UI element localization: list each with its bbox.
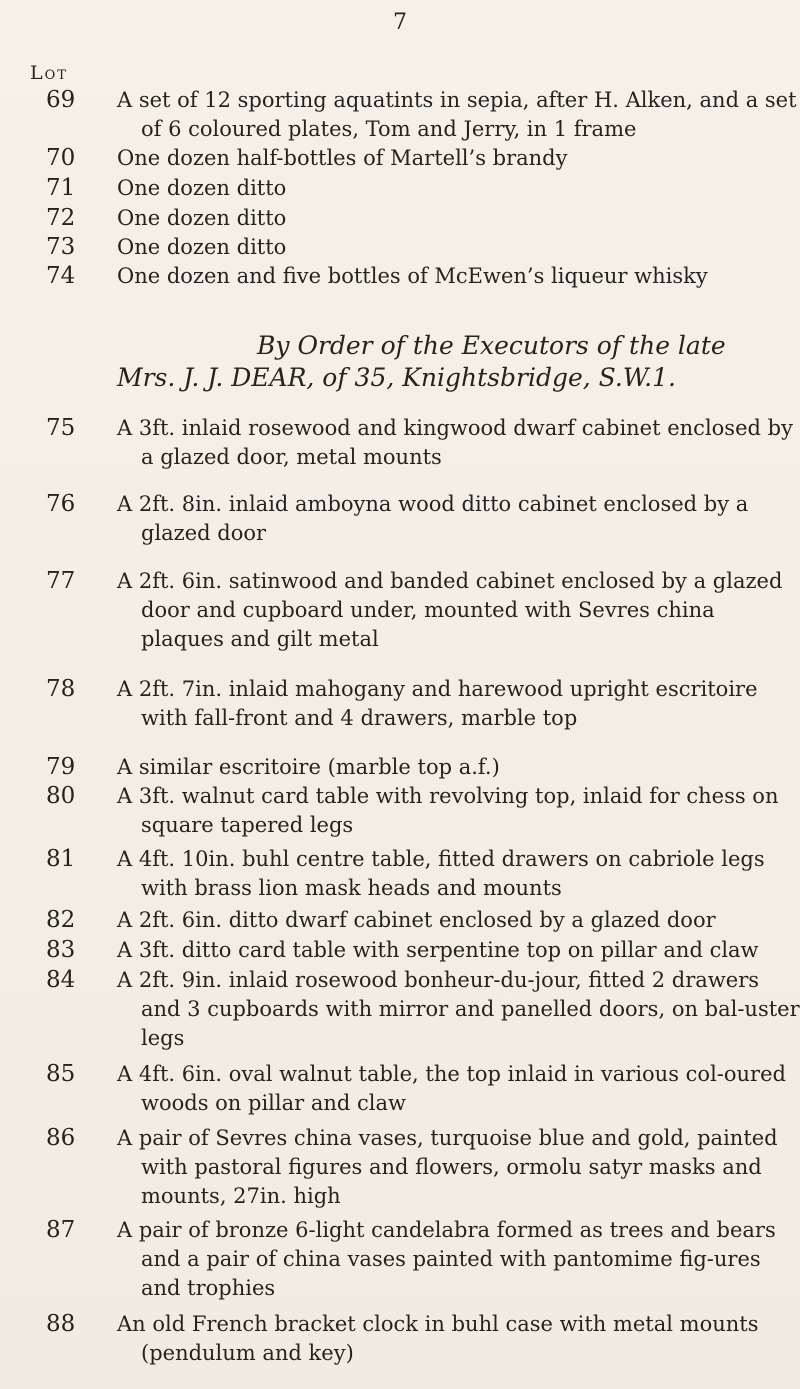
lot-number: 70 bbox=[46, 145, 76, 171]
lot-number: 78 bbox=[46, 676, 76, 702]
executors-heading-line-1: By Order of the Executors of the late bbox=[257, 331, 726, 360]
lot-description: A 2ft. 6in. ditto dwarf cabinet enclosed by a glazed door bbox=[117, 908, 716, 932]
lot-number: 79 bbox=[46, 754, 76, 780]
lot-description: A 3ft. walnut card table with revolving top, inlaid for chess on square tapered legs bbox=[117, 784, 779, 837]
lot-number: 72 bbox=[46, 205, 76, 231]
lot-description: One dozen half-bottles of Martell’s brandy bbox=[117, 146, 568, 170]
lot-number: 76 bbox=[46, 491, 76, 517]
lot-description: A 4ft. 6in. oval walnut table, the top inlaid in various col-oured woods on pillar and claw bbox=[117, 1062, 786, 1115]
lot-description: A 4ft. 10in. buhl centre table, fitted drawers on cabriole legs with brass lion mask heads and mounts bbox=[117, 847, 765, 900]
lot-number: 73 bbox=[46, 234, 76, 260]
lot-number: 80 bbox=[46, 783, 76, 809]
lot-description: One dozen ditto bbox=[117, 176, 287, 200]
lot-description: A 2ft. 7in. inlaid mahogany and harewood upright escritoire with fall-front and 4 drawers, marble top bbox=[117, 677, 758, 730]
lot-description: A 2ft. 8in. inlaid amboyna wood ditto cabinet enclosed by a glazed door bbox=[117, 492, 749, 545]
lot-number: 81 bbox=[46, 846, 76, 872]
lot-number: 71 bbox=[46, 175, 76, 201]
lot-description: One dozen ditto bbox=[117, 235, 287, 259]
lot-description: One dozen and five bottles of McEwen’s liqueur whisky bbox=[117, 264, 708, 288]
executors-heading bbox=[117, 330, 777, 394]
lot-description: A 2ft. 6in. satinwood and banded cabinet enclosed by a glazed door and cupboard under, mounted with Sevres china plaques and gilt metal bbox=[117, 569, 783, 651]
lot-description: A 3ft. ditto card table with serpentine top on pillar and claw bbox=[117, 938, 759, 962]
lot-description: One dozen ditto bbox=[117, 206, 287, 230]
lot-description: A pair of bronze 6-light candelabra formed as trees and bears and a pair of china vases painted with pantomime fig-ures and trophies bbox=[117, 1218, 776, 1300]
lot-description: A set of 12 sporting aquatints in sepia, after H. Alken, and a set of 6 coloured plates, Tom and Jerry, in 1 frame bbox=[117, 88, 797, 141]
lot-number: 69 bbox=[46, 87, 76, 113]
lot-description: A pair of Sevres china vases, turquoise blue and gold, painted with pastoral figures and flowers, ormolu satyr masks and mounts, 27in. high bbox=[117, 1126, 778, 1208]
lot-number: 87 bbox=[46, 1217, 76, 1243]
executors-heading-line-2: Mrs. J. J. DEAR, of 35, Knightsbridge, S.W.1. bbox=[117, 363, 676, 392]
lot-number: 88 bbox=[46, 1311, 76, 1337]
lot-description: An old French bracket clock in buhl case with metal mounts (pendulum and key) bbox=[117, 1312, 759, 1365]
lot-number: 74 bbox=[46, 263, 76, 289]
lot-number: 75 bbox=[46, 415, 76, 441]
page-number: 7 bbox=[393, 10, 407, 35]
lot-number: 77 bbox=[46, 568, 76, 594]
lot-number: 83 bbox=[46, 937, 76, 963]
lot-number: 82 bbox=[46, 907, 76, 933]
lot-number: 85 bbox=[46, 1061, 76, 1087]
lot-description: A 2ft. 9in. inlaid rosewood bonheur-du-jour, fitted 2 drawers and 3 cupboards with mirror and panelled doors, on bal-uster legs bbox=[117, 968, 800, 1050]
lot-number: 86 bbox=[46, 1125, 76, 1151]
lot-column-heading: Lot bbox=[30, 62, 68, 84]
lot-number: 84 bbox=[46, 967, 76, 993]
lot-description: A 3ft. inlaid rosewood and kingwood dwarf cabinet enclosed by a glazed door, metal mounts bbox=[117, 416, 793, 469]
lot-description: A similar escritoire (marble top a.f.) bbox=[117, 755, 500, 779]
